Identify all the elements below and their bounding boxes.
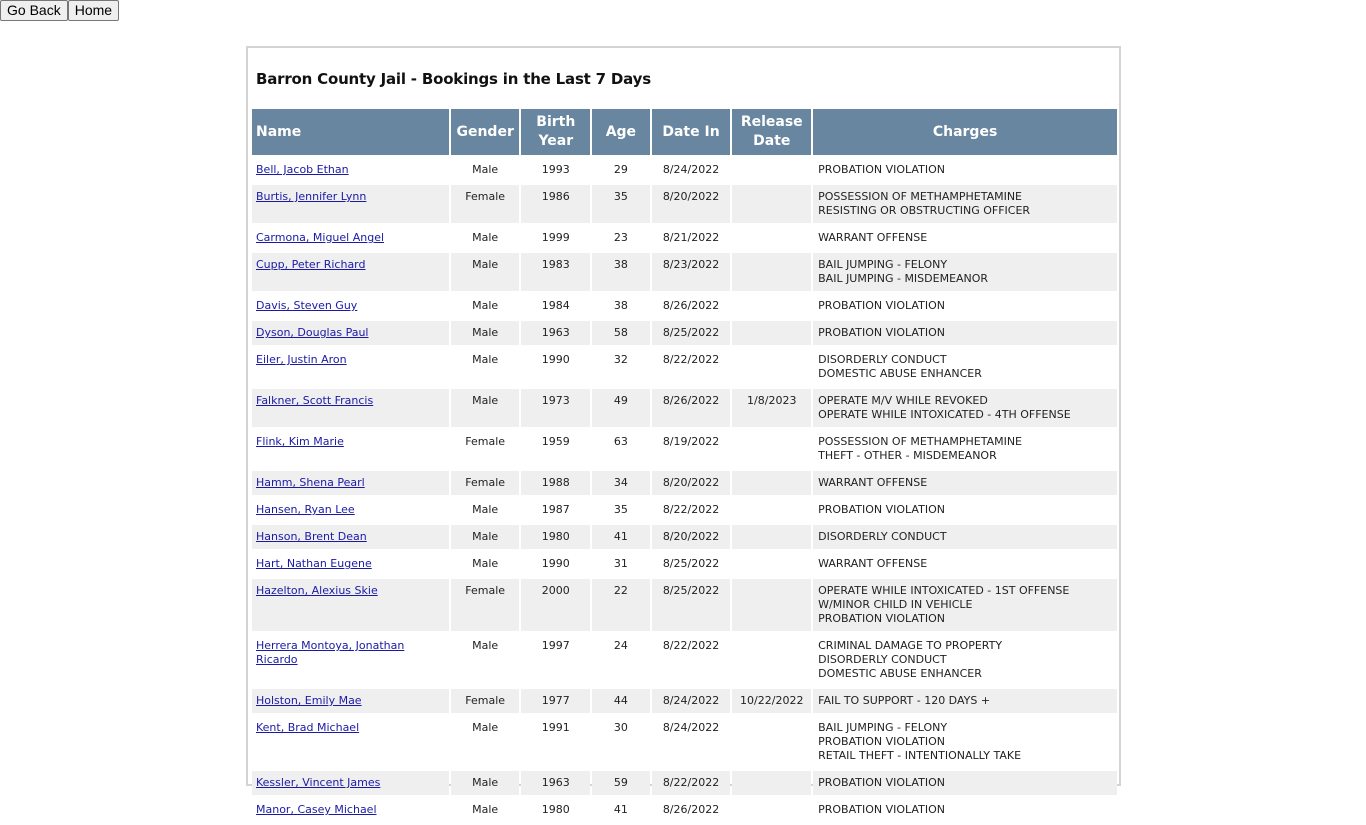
cell-date-in: 8/20/2022 xyxy=(652,471,731,498)
charge-item: PROBATION VIOLATION xyxy=(818,776,945,789)
charge-item: CRIMINAL DAMAGE TO PROPERTY xyxy=(818,639,1003,652)
cell-date-in: 8/26/2022 xyxy=(652,798,731,825)
cell-release-date xyxy=(732,321,811,348)
table-row xyxy=(252,689,1117,716)
cell-charges xyxy=(813,552,1117,579)
col-header-name[interactable]: Name xyxy=(252,109,449,158)
inmate-name-link[interactable]: Hazelton, Alexius Skie xyxy=(256,584,378,597)
cell-release-date xyxy=(732,158,811,185)
cell-name xyxy=(252,294,449,321)
charge-item: OPERATE M/V WHILE REVOKED xyxy=(818,394,988,407)
cell-charges xyxy=(813,634,1117,689)
col-header-charges[interactable]: Charges xyxy=(813,109,1117,158)
cell-name xyxy=(252,253,449,294)
cell-age: 58 xyxy=(592,321,650,348)
cell-release-date xyxy=(732,430,811,471)
charge-item: BAIL JUMPING - FELONY xyxy=(818,721,948,734)
table-row xyxy=(252,498,1117,525)
cell-charges xyxy=(813,430,1117,471)
cell-gender: Male xyxy=(451,771,520,798)
inmate-name-link[interactable]: Flink, Kim Marie xyxy=(256,435,344,448)
cell-name xyxy=(252,321,449,348)
col-header-gender[interactable]: Gender xyxy=(451,109,520,158)
cell-date-in: 8/22/2022 xyxy=(652,771,731,798)
cell-release-date xyxy=(732,226,811,253)
inmate-name-link[interactable]: Herrera Montoya, Jonathan Ricardo xyxy=(256,639,405,666)
cell-name xyxy=(252,716,449,771)
inmate-name-link[interactable]: Hanson, Brent Dean xyxy=(256,530,367,543)
charge-item: POSSESSION OF METHAMPHETAMINE xyxy=(818,435,1023,448)
table-row xyxy=(252,471,1117,498)
cell-birth-year: 1999 xyxy=(521,226,590,253)
cell-name xyxy=(252,348,449,389)
cell-name xyxy=(252,634,449,689)
cell-birth-year: 1973 xyxy=(521,389,590,430)
table-row xyxy=(252,389,1117,430)
table-row xyxy=(252,716,1117,771)
inmate-name-link[interactable]: Dyson, Douglas Paul xyxy=(256,326,369,339)
cell-age: 31 xyxy=(592,552,650,579)
cell-release-date xyxy=(732,498,811,525)
cell-charges xyxy=(813,716,1117,771)
cell-release-date xyxy=(732,253,811,294)
cell-birth-year: 1983 xyxy=(521,253,590,294)
charge-item: DISORDERLY CONDUCT xyxy=(818,353,947,366)
col-header-birth-year[interactable]: Birth Year xyxy=(521,109,590,158)
cell-release-date xyxy=(732,552,811,579)
table-header-row xyxy=(252,109,1117,158)
cell-birth-year: 1990 xyxy=(521,348,590,389)
col-header-date-in[interactable]: Date In xyxy=(652,109,731,158)
cell-charges xyxy=(813,226,1117,253)
cell-birth-year: 1980 xyxy=(521,525,590,552)
cell-birth-year: 1984 xyxy=(521,294,590,321)
cell-age: 63 xyxy=(592,430,650,471)
cell-date-in: 8/26/2022 xyxy=(652,294,731,321)
cell-name xyxy=(252,771,449,798)
cell-gender: Male xyxy=(451,498,520,525)
cell-charges xyxy=(813,294,1117,321)
cell-gender: Male xyxy=(451,716,520,771)
charge-item: FAIL TO SUPPORT - 120 DAYS + xyxy=(818,694,991,707)
inmate-name-link[interactable]: Cupp, Peter Richard xyxy=(256,258,366,271)
charge-item: WARRANT OFFENSE xyxy=(818,476,928,489)
cell-gender: Male xyxy=(451,525,520,552)
inmate-name-link[interactable]: Hansen, Ryan Lee xyxy=(256,503,355,516)
charge-item: PROBATION VIOLATION xyxy=(818,299,945,312)
cell-age: 41 xyxy=(592,525,650,552)
cell-birth-year: 1963 xyxy=(521,771,590,798)
inmate-name-link[interactable]: Bell, Jacob Ethan xyxy=(256,163,349,176)
cell-age: 59 xyxy=(592,771,650,798)
table-row xyxy=(252,294,1117,321)
charge-item: WARRANT OFFENSE xyxy=(818,231,928,244)
cell-release-date xyxy=(732,634,811,689)
charge-item: PROBATION VIOLATION xyxy=(818,326,945,339)
cell-birth-year: 1980 xyxy=(521,798,590,825)
table-row xyxy=(252,321,1117,348)
charge-item: DOMESTIC ABUSE ENHANCER xyxy=(818,667,982,680)
table-body xyxy=(252,158,1117,825)
bookings-panel xyxy=(246,46,1121,816)
table-row xyxy=(252,771,1117,798)
cell-gender: Male xyxy=(451,253,520,294)
cell-gender: Male xyxy=(451,798,520,825)
cell-release-date: 1/8/2023 xyxy=(732,389,811,430)
cell-name xyxy=(252,798,449,825)
inmate-name-link[interactable]: Manor, Casey Michael xyxy=(256,803,377,816)
cell-age: 35 xyxy=(592,498,650,525)
cell-charges xyxy=(813,389,1117,430)
cell-age: 41 xyxy=(592,798,650,825)
cell-age: 32 xyxy=(592,348,650,389)
cell-date-in: 8/24/2022 xyxy=(652,158,731,185)
cell-birth-year: 1993 xyxy=(521,158,590,185)
cell-charges xyxy=(813,579,1117,634)
cell-name xyxy=(252,226,449,253)
cell-birth-year: 1991 xyxy=(521,716,590,771)
cell-birth-year: 1990 xyxy=(521,552,590,579)
table-row xyxy=(252,226,1117,253)
cell-age: 38 xyxy=(592,253,650,294)
inmate-name-link[interactable]: Burtis, Jennifer Lynn xyxy=(256,190,367,203)
col-header-age[interactable]: Age xyxy=(592,109,650,158)
cell-name xyxy=(252,471,449,498)
cell-date-in: 8/24/2022 xyxy=(652,689,731,716)
charge-item: OPERATE WHILE INTOXICATED - 1ST OFFENSE W/MINOR CHILD IN VEHICLE xyxy=(818,584,1070,611)
cell-age: 44 xyxy=(592,689,650,716)
cell-birth-year: 1988 xyxy=(521,471,590,498)
charge-item: POSSESSION OF METHAMPHETAMINE xyxy=(818,190,1023,203)
inmate-name-link[interactable]: Hart, Nathan Eugene xyxy=(256,557,372,570)
cell-gender: Female xyxy=(451,579,520,634)
table-row xyxy=(252,525,1117,552)
cell-release-date: 10/22/2022 xyxy=(732,689,811,716)
charge-item: PROBATION VIOLATION xyxy=(818,803,945,816)
charge-item: RESISTING OR OBSTRUCTING OFFICER xyxy=(818,204,1031,217)
cell-age: 49 xyxy=(592,389,650,430)
cell-gender: Female xyxy=(451,471,520,498)
cell-age: 38 xyxy=(592,294,650,321)
table-row xyxy=(252,579,1117,634)
cell-age: 29 xyxy=(592,158,650,185)
cell-date-in: 8/22/2022 xyxy=(652,498,731,525)
table-row xyxy=(252,253,1117,294)
cell-date-in: 8/25/2022 xyxy=(652,552,731,579)
top-nav xyxy=(0,0,119,21)
cell-release-date xyxy=(732,294,811,321)
table-row xyxy=(252,185,1117,226)
cell-name xyxy=(252,498,449,525)
inmate-name-link[interactable]: Holston, Emily Mae xyxy=(256,694,362,707)
inmate-name-link[interactable]: Falkner, Scott Francis xyxy=(256,394,374,407)
cell-charges xyxy=(813,771,1117,798)
cell-release-date xyxy=(732,771,811,798)
charge-item: THEFT - OTHER - MISDEMEANOR xyxy=(818,449,997,462)
cell-date-in: 8/23/2022 xyxy=(652,253,731,294)
cell-gender: Male xyxy=(451,552,520,579)
cell-age: 34 xyxy=(592,471,650,498)
charge-item: WARRANT OFFENSE xyxy=(818,557,928,570)
cell-date-in: 8/21/2022 xyxy=(652,226,731,253)
cell-gender: Female xyxy=(451,185,520,226)
charge-item: OPERATE WHILE INTOXICATED - 4TH OFFENSE xyxy=(818,408,1071,421)
cell-birth-year: 1959 xyxy=(521,430,590,471)
cell-charges xyxy=(813,498,1117,525)
inmate-name-link[interactable]: Davis, Steven Guy xyxy=(256,299,358,312)
cell-birth-year: 1986 xyxy=(521,185,590,226)
cell-date-in: 8/25/2022 xyxy=(652,579,731,634)
table-row xyxy=(252,634,1117,689)
cell-name xyxy=(252,525,449,552)
cell-charges xyxy=(813,158,1117,185)
cell-charges xyxy=(813,798,1117,825)
cell-charges xyxy=(813,471,1117,498)
cell-release-date xyxy=(732,471,811,498)
cell-charges xyxy=(813,525,1117,552)
cell-date-in: 8/26/2022 xyxy=(652,389,731,430)
cell-age: 22 xyxy=(592,579,650,634)
cell-name xyxy=(252,158,449,185)
cell-date-in: 8/22/2022 xyxy=(652,348,731,389)
table-row xyxy=(252,430,1117,471)
cell-gender: Male xyxy=(451,389,520,430)
cell-birth-year: 1987 xyxy=(521,498,590,525)
cell-charges xyxy=(813,321,1117,348)
cell-release-date xyxy=(732,348,811,389)
cell-gender: Female xyxy=(451,430,520,471)
cell-birth-year: 1997 xyxy=(521,634,590,689)
charge-item: DOMESTIC ABUSE ENHANCER xyxy=(818,367,982,380)
cell-gender: Male xyxy=(451,634,520,689)
cell-name xyxy=(252,579,449,634)
charge-item: BAIL JUMPING - FELONY xyxy=(818,258,948,271)
cell-name xyxy=(252,185,449,226)
bookings-table xyxy=(250,109,1119,825)
cell-date-in: 8/20/2022 xyxy=(652,185,731,226)
cell-age: 23 xyxy=(592,226,650,253)
cell-birth-year: 2000 xyxy=(521,579,590,634)
col-header-release-date[interactable]: Release Date xyxy=(732,109,811,158)
cell-gender: Male xyxy=(451,294,520,321)
cell-release-date xyxy=(732,579,811,634)
charge-item: BAIL JUMPING - MISDEMEANOR xyxy=(818,272,989,285)
cell-age: 35 xyxy=(592,185,650,226)
inmate-name-link[interactable]: Kessler, Vincent James xyxy=(256,776,381,789)
charge-item: PROBATION VIOLATION xyxy=(818,163,945,176)
table-row xyxy=(252,552,1117,579)
cell-release-date xyxy=(732,525,811,552)
page-title: Barron County Jail - Bookings in the Last 7 Days xyxy=(256,70,651,88)
cell-release-date xyxy=(732,716,811,771)
inmate-name-link[interactable]: Carmona, Miguel Angel xyxy=(256,231,385,244)
cell-age: 24 xyxy=(592,634,650,689)
cell-date-in: 8/19/2022 xyxy=(652,430,731,471)
charge-item: RETAIL THEFT - INTENTIONALLY TAKE xyxy=(818,749,1022,762)
charge-item: PROBATION VIOLATION xyxy=(818,503,945,516)
cell-name xyxy=(252,552,449,579)
cell-birth-year: 1977 xyxy=(521,689,590,716)
charge-item: PROBATION VIOLATION xyxy=(818,612,945,625)
cell-release-date xyxy=(732,185,811,226)
inmate-name-link[interactable]: Hamm, Shena Pearl xyxy=(256,476,365,489)
cell-charges xyxy=(813,185,1117,226)
cell-date-in: 8/24/2022 xyxy=(652,716,731,771)
charge-item: DISORDERLY CONDUCT xyxy=(818,653,947,666)
cell-name xyxy=(252,430,449,471)
inmate-name-link[interactable]: Eiler, Justin Aron xyxy=(256,353,347,366)
cell-gender: Male xyxy=(451,158,520,185)
cell-birth-year: 1963 xyxy=(521,321,590,348)
cell-gender: Female xyxy=(451,689,520,716)
cell-gender: Male xyxy=(451,348,520,389)
cell-name xyxy=(252,389,449,430)
cell-gender: Male xyxy=(451,226,520,253)
table-row xyxy=(252,158,1117,185)
cell-date-in: 8/20/2022 xyxy=(652,525,731,552)
cell-gender: Male xyxy=(451,321,520,348)
home-button[interactable]: Home xyxy=(68,0,119,21)
charge-item: PROBATION VIOLATION xyxy=(818,735,945,748)
cell-charges xyxy=(813,253,1117,294)
table-row xyxy=(252,798,1117,825)
cell-charges xyxy=(813,689,1117,716)
inmate-name-link[interactable]: Kent, Brad Michael xyxy=(256,721,360,734)
cell-date-in: 8/22/2022 xyxy=(652,634,731,689)
cell-age: 30 xyxy=(592,716,650,771)
charge-item: DISORDERLY CONDUCT xyxy=(818,530,947,543)
cell-charges xyxy=(813,348,1117,389)
cell-date-in: 8/25/2022 xyxy=(652,321,731,348)
table-row xyxy=(252,348,1117,389)
go-back-button[interactable]: Go Back xyxy=(0,0,68,21)
cell-name xyxy=(252,689,449,716)
cell-release-date xyxy=(732,798,811,825)
